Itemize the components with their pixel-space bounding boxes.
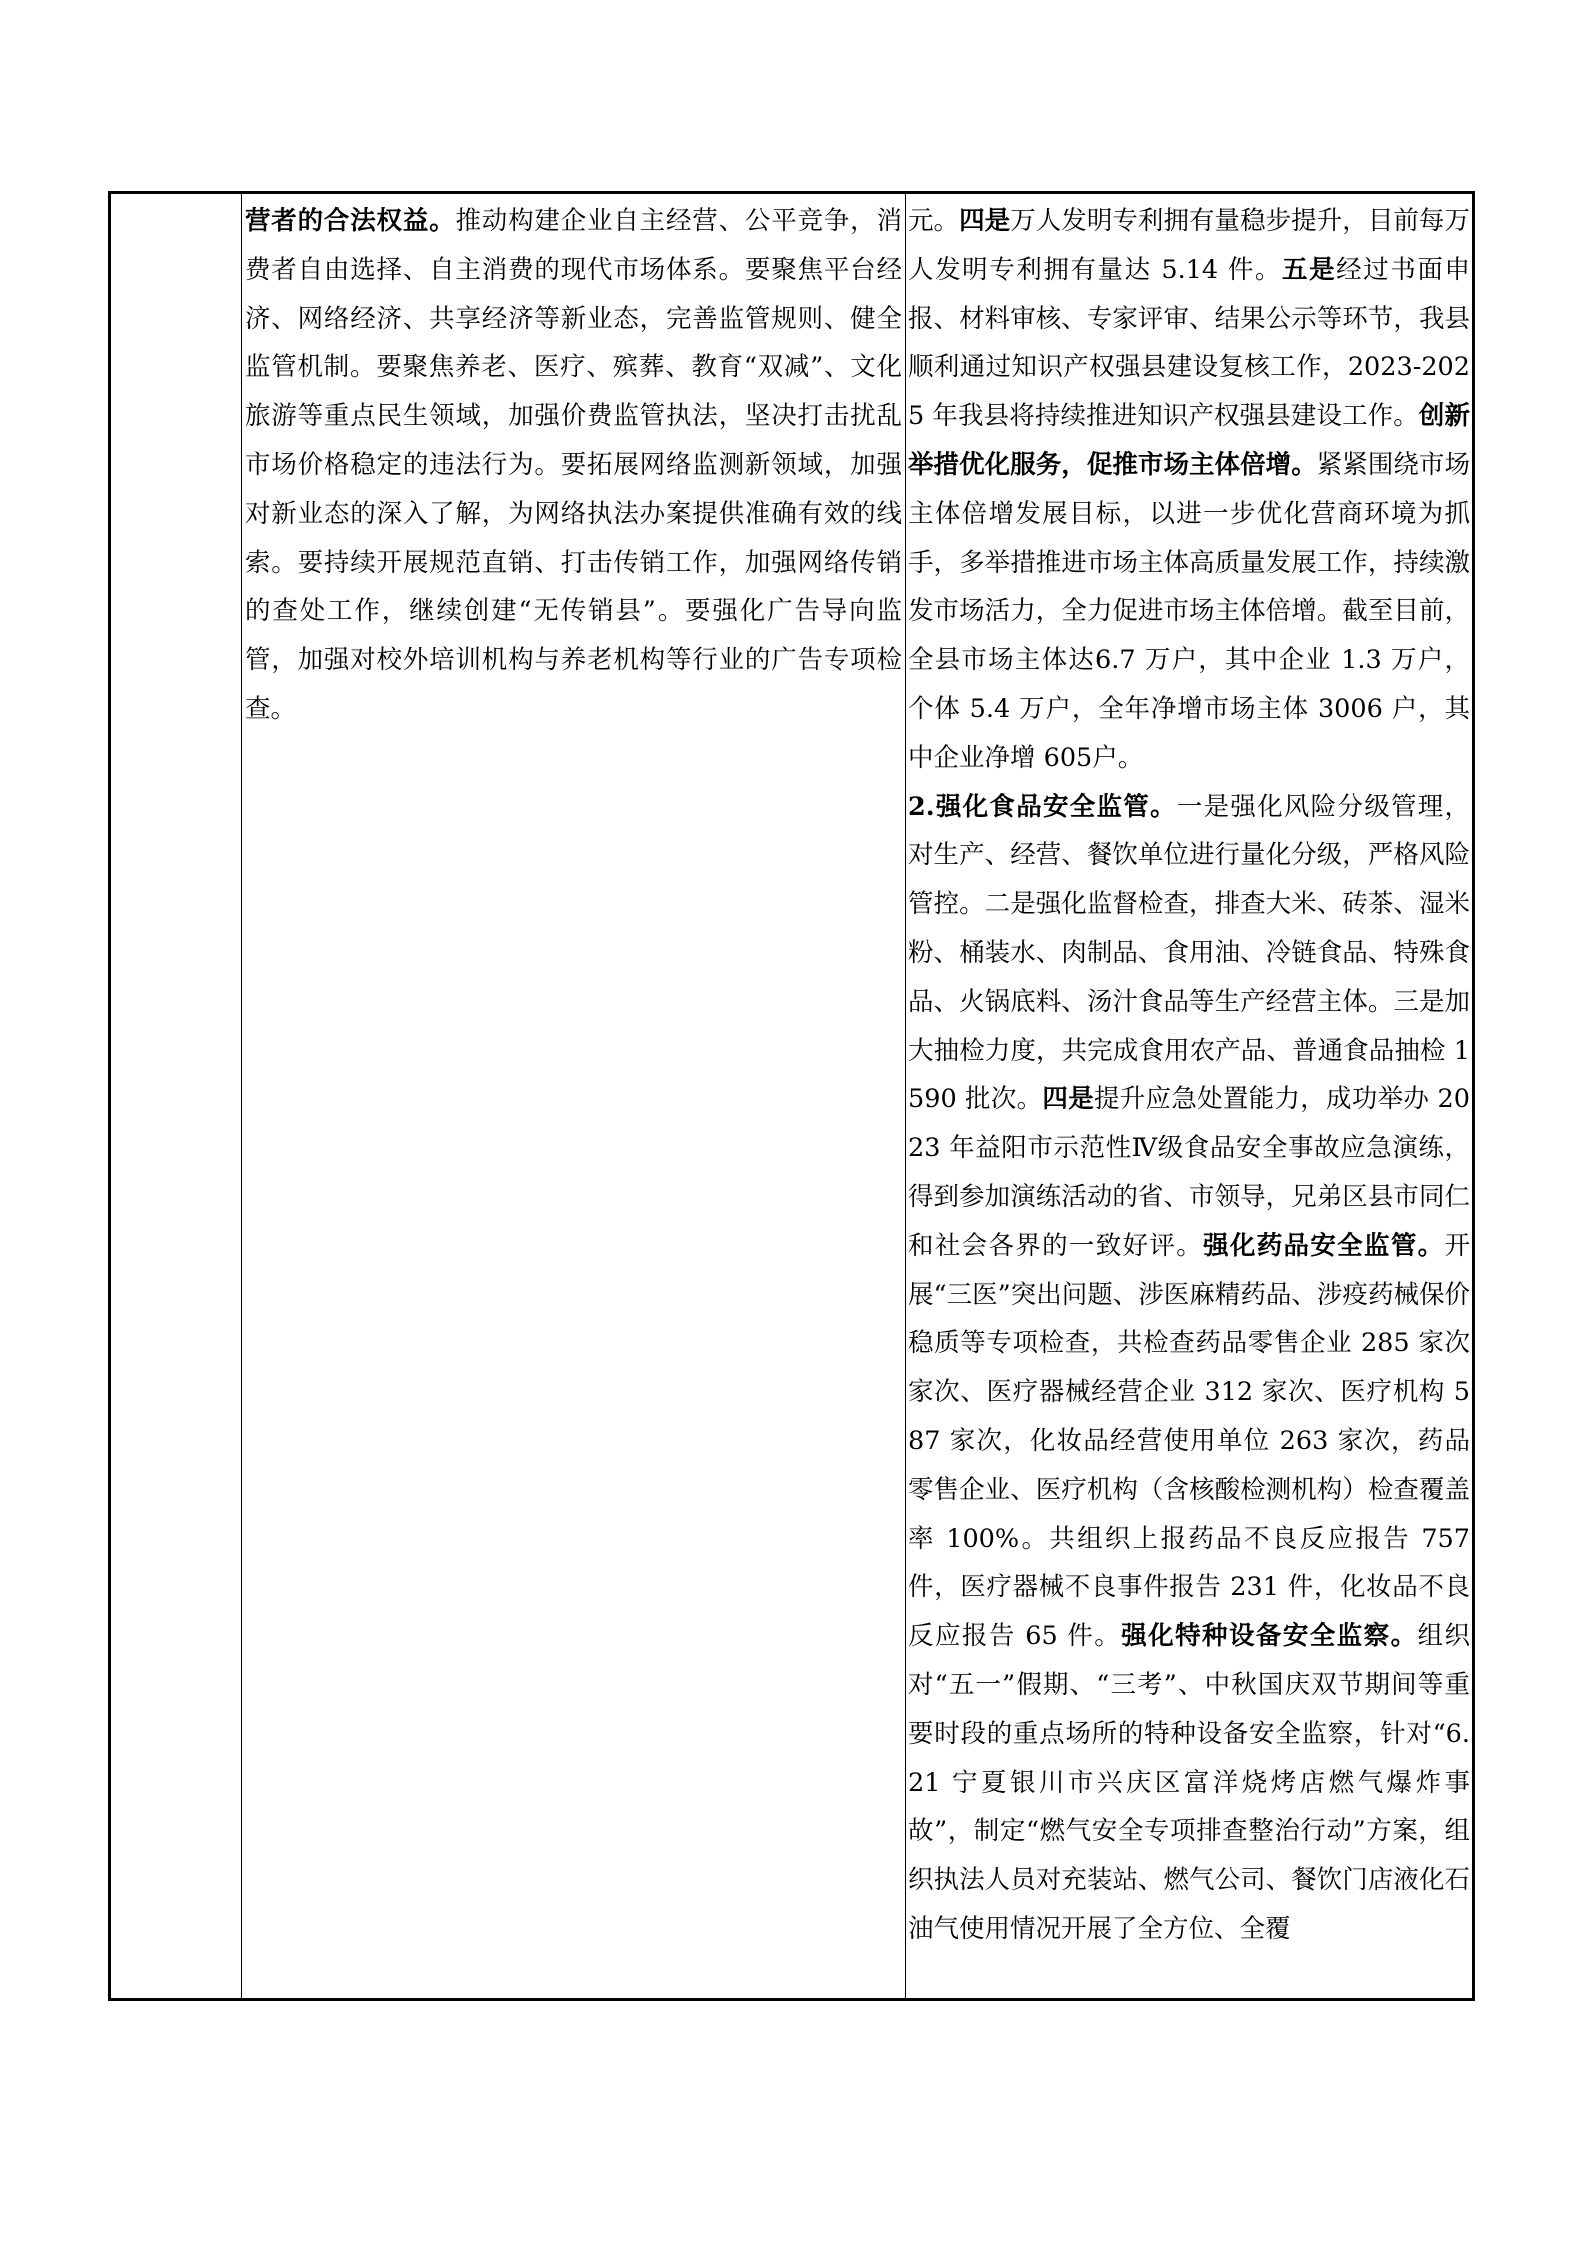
document-table — [108, 191, 1475, 2001]
right-paragraph-2 — [906, 783, 1472, 1954]
bold-run: 五是 — [1282, 254, 1337, 285]
middle-text-cell — [242, 193, 906, 2000]
text-run: 元。 — [908, 206, 960, 236]
middle-bold-lead: 营者的合法权益。 — [245, 206, 456, 236]
right-paragraph-1 — [906, 194, 1472, 783]
bold-run: 强化特种设备安全监察。 — [1121, 1621, 1418, 1652]
text-run: 提升应急处置能力，成功举办 2023 年益阳市示范性Ⅳ级食品安全事故应急演练，得到参加演练活动的省、市领导，兄弟区县市同仁和社会各界的一致好评。 — [908, 1084, 1470, 1261]
right-text-cell — [906, 193, 1474, 2000]
table-row — [110, 193, 1474, 2000]
bold-run: 四是 — [959, 206, 1011, 236]
bold-run: 四是 — [1042, 1084, 1094, 1115]
text-run: 紧紧围绕市场主体倍增发展目标，以进一步优化营商环境为抓手，多举措推进市场主体高质量发展工作，持续激发市场活力，全力促进市场主体倍增。截至目前，全县市场主体达6.7 万户，其中企业 1.3 万户，个体 5.4 万户，全年净增市场主体 3006 户，其中企业净增 605户。 — [908, 449, 1470, 773]
bold-run: 强化药品安全监管。 — [1203, 1230, 1445, 1261]
middle-body-text: 推动构建企业自主经营、公平竞争，消费者自由选择、自主消费的现代市场体系。要聚焦平台经济、网络经济、共享经济等新业态，完善监管规则、健全监管机制。要聚焦养老、医疗、殡葬、教育“双减”、文化旅游等重点民生领域，加强价费监管执法，坚决打击扰乱市场价格稳定的违法行为。要拓展网络监测新领域，加强对新业态的深入了解，为网络执法办案提供准确有效的线索。要持续开展规范直销、打击传销工作，加强网络传销的查处工作，继续创建“无传销县”。要强化广告导向监管，加强对校外培训机构与养老机构等行业的广告专项检查。 — [245, 206, 902, 724]
middle-paragraph — [242, 194, 905, 734]
empty-label-cell — [110, 193, 242, 2000]
bold-run: 创新举措优化服务，促推市场主体倍增。 — [908, 401, 1470, 480]
text-run: 经过书面申报、材料审核、专家评审、结果公示等环节，我县顺利通过知识产权强县建设复核工作，2023-2025 年我县将持续推进知识产权强县建设工作。 — [908, 254, 1470, 432]
text-run: 开展“三医”突出问题、涉医麻精药品、涉疫药械保价稳质等专项检查，共检查药品零售企业 285 家次家次、医疗器械经营企业 312 家次、医疗机构 587 家次，化妆品经营使用单位 263 家次，药品零售企业、医疗机构（含核酸检测机构）检查覆盖率 100%。共组织上报药品不良反应报告 757 件，医疗器械不良事件报告 231 件，化妆品不良反应报告 65 件。 — [908, 1230, 1470, 1652]
text-run: 组织对“五一”假期、“三考”、中秋国庆双节期间等重要时段的重点场所的特种设备安全监察，针对“6.21 宁夏银川市兴庆区富洋烧烤店燃气爆炸事故”，制定“燃气安全专项排查整治行动”方案，组织执法人员对充装站、燃气公司、餐饮门店液化石油气使用情况开展了全方位、全覆 — [908, 1621, 1470, 1944]
section-heading: 2.强化食品安全监管。 — [908, 791, 1177, 822]
text-run: 万人发明专利拥有量稳步提升，目前每万人发明专利拥有量达 5.14 件。 — [908, 206, 1470, 285]
text-run: 一是强化风险分级管理，对生产、经营、餐饮单位进行量化分级，严格风险管控。二是强化监督检查，排查大米、砖茶、湿米粉、桶装水、肉制品、食用油、冷链食品、特殊食品、火锅底料、汤汁食品等生产经营主体。三是加大抽检力度，共完成食用农产品、普通食品抽检 1590 批次。 — [908, 791, 1470, 1115]
